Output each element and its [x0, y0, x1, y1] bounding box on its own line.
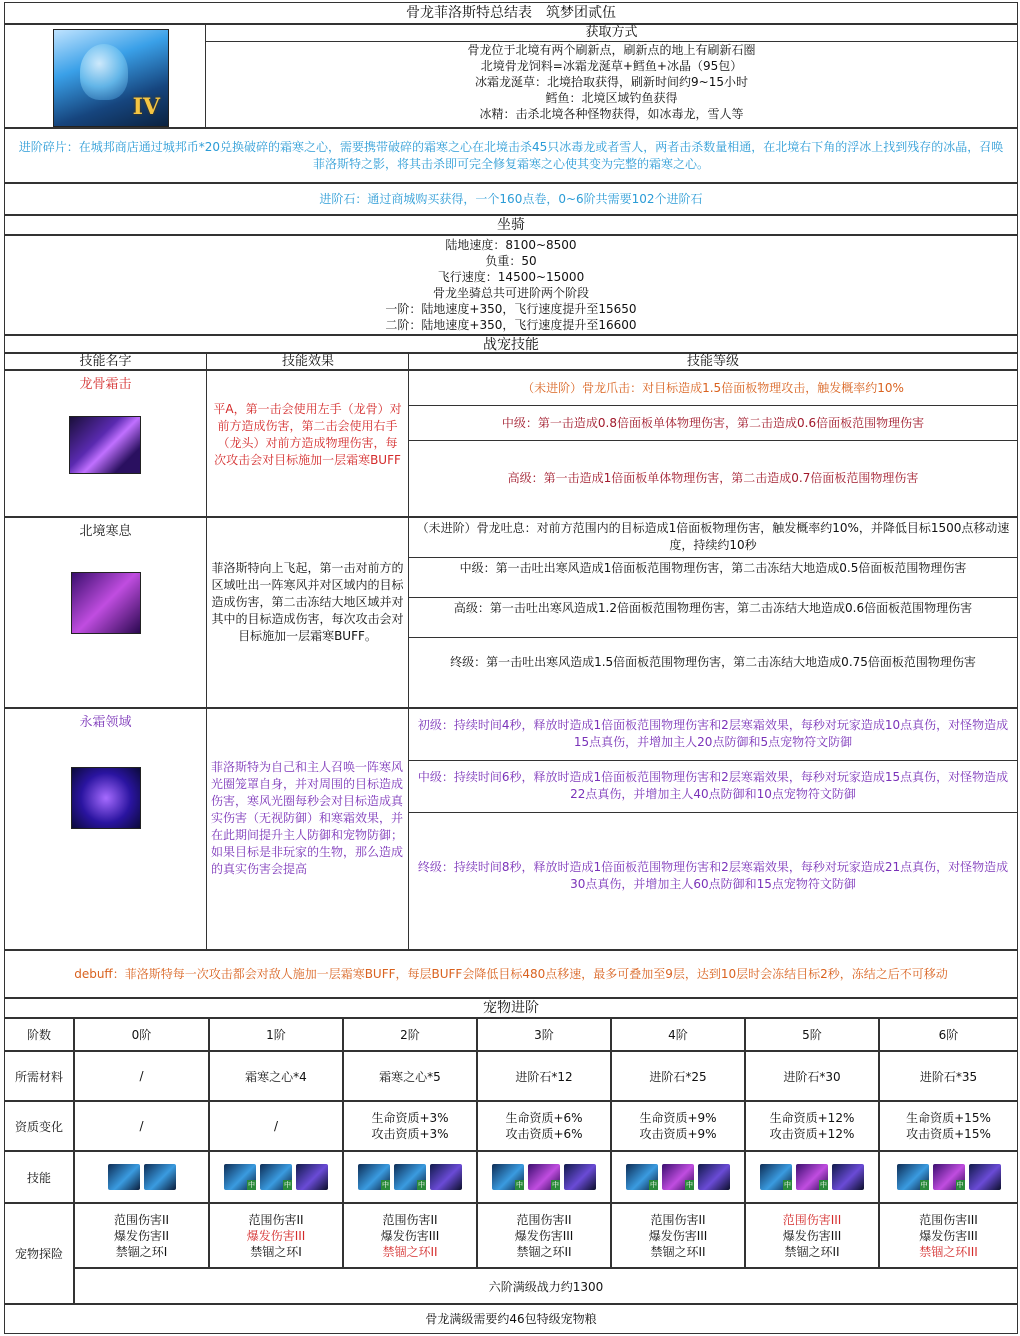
explore-line: 爆发伤害III: [648, 1228, 708, 1243]
material-cell: 进阶石*25: [611, 1051, 745, 1101]
acquire-header: 获取方式: [206, 25, 1017, 42]
skills-header: 战宠技能: [4, 335, 1018, 353]
skill-tag: 中: [956, 1181, 964, 1189]
skill-tag: 中: [418, 1181, 425, 1189]
skill-thumb-icon: [358, 1164, 390, 1190]
acquire-line: 冰精：击杀北境各种怪物获得，如冰毒龙，雪人等: [479, 107, 744, 121]
skill-3-level: 终级：持续时间8秒，释放时造成1倍面板范围物理伤害和2层寒霜效果，每秒对玩家造成21点真伤，对怪物造成30点真伤，并增加主人60点防御和15点宠物符文防御: [417, 860, 1009, 891]
skill-2-levels: [408, 518, 1017, 707]
portrait-cell: [5, 25, 206, 127]
explore-line: 爆发伤害III: [919, 1228, 978, 1243]
mount-line: 陆地速度：8100~8500: [445, 238, 577, 252]
explore-line: 爆发伤害II: [113, 1228, 170, 1243]
mount-line: 二阶：陆地速度+350，飞行速度提升至16600: [385, 318, 637, 332]
skill-tag: 中: [284, 1181, 291, 1189]
fragment-note: 进阶碎片：在城邦商店通过城邦币*20兑换破碎的霜寒之心，需要携带破碎的霜寒之心在北境击杀45只冰毒龙或者雪人，两者击杀数量相通，在北境右下角的浮冰上找到残存的冰晶，召唤菲洛斯特之影，将其击杀即可完全修复霜寒之心使其变为完整的霜寒之心。: [4, 128, 1018, 183]
row-label-stage: 阶数: [4, 1018, 74, 1051]
aptitude-line: 生命资质+12%: [769, 1111, 855, 1125]
skill-thumb-icon: [144, 1164, 176, 1190]
explore-line: 禁锢之环I: [250, 1244, 302, 1259]
stage-header-cell: 2阶: [343, 1018, 477, 1051]
skill-thumb-icon: [933, 1164, 965, 1190]
mount-stats: [4, 235, 1018, 335]
skill-row-3: [4, 708, 1018, 950]
skill-tag: 中: [552, 1181, 559, 1189]
aptitude-line: 攻击资质+3%: [371, 1127, 449, 1141]
stage-header-cell: 3阶: [477, 1018, 611, 1051]
acquire-section: [4, 24, 1018, 128]
skill-thumb-icon: [260, 1164, 292, 1190]
material-cell: 进阶石*12: [477, 1051, 611, 1101]
skills-cell: [343, 1151, 477, 1203]
skill-row-2: [4, 517, 1018, 708]
explore-line: 范围伤害II: [382, 1212, 438, 1227]
skill-tag: 中: [784, 1181, 791, 1189]
acquire-lines: [206, 42, 1017, 122]
aptitude-cell: [209, 1101, 343, 1151]
skill-thumb-icon: [564, 1164, 596, 1190]
stage-header-cell: 5阶: [745, 1018, 879, 1051]
skill-3-levels: [408, 709, 1017, 949]
skill-thumb-icon: [796, 1164, 828, 1190]
skill-thumb-icon: [832, 1164, 864, 1190]
skill-1-level: 中级：第一击造成0.8倍面板单体物理伤害，第二击造成0.6倍面板范围物理伤害: [409, 406, 1017, 441]
explore-line: 禁锢之环II: [650, 1244, 706, 1259]
skill-thumb-icon: [698, 1164, 730, 1190]
mount-line: 飞行速度：14500~15000: [437, 270, 585, 284]
skill-2-level: 终级：第一击吐出寒风造成1.5倍面板范围物理伤害，第二击冻结大地造成0.75倍面板范围物理伤害: [450, 655, 976, 669]
aptitude-line: 攻击资质+9%: [639, 1127, 717, 1141]
skill-1-level: （未进阶）骨龙爪击：对目标造成1.5倍面板物理攻击，触发概率约10%: [409, 371, 1017, 406]
aptitude-line: 攻击资质+6%: [505, 1127, 583, 1141]
explore-cell: [477, 1203, 611, 1268]
skill-tag: 中: [686, 1181, 693, 1189]
aptitude-cell: [477, 1101, 611, 1151]
explore-line: 范围伤害II: [650, 1212, 706, 1227]
skill-3-name: 永霜领域: [79, 715, 132, 730]
aptitude-line: 生命资质+3%: [371, 1111, 449, 1125]
skill-2-effect: 菲洛斯特向上飞起，第一击对前方的区域吐出一阵寒风并对区域内的目标造成伤害，第二击冻结大地区域并对其中的目标造成伤害，每次攻击会对目标施加一层霜寒BUFF。: [206, 518, 408, 707]
skill-3-level: 中级：持续时间6秒，释放时造成1倍面板范围物理伤害和2层寒霜效果，每秒对玩家造成15点真伤，对怪物造成22点真伤，并增加主人40点防御和10点宠物符文防御: [409, 761, 1017, 813]
skill-thumb-icon: [296, 1164, 328, 1190]
material-cell: 霜寒之心*5: [343, 1051, 477, 1101]
aptitude-line: 攻击资质+12%: [769, 1127, 855, 1141]
skills-cell: [745, 1151, 879, 1203]
explore-line: 范围伤害II: [248, 1212, 304, 1227]
explore-cell: [879, 1203, 1018, 1268]
skills-cell: [879, 1151, 1018, 1203]
skill-thumb-icon: [626, 1164, 658, 1190]
aptitude-cell: [745, 1101, 879, 1151]
skill-3-effect: 菲洛斯特为自己和主人召唤一阵寒风光圈笼罩自身，并对周围的目标造成伤害，寒风光圈每秒会对目标造成真实伤害（无视防御）和寒霜效果，并在此期间提升主人防御和宠物防御；如果目标是非玩家的生物，那么造成的真实伤害会提高: [206, 709, 408, 949]
explore-cell: [209, 1203, 343, 1268]
skill-tag: 中: [248, 1181, 255, 1189]
explore-line: 禁锢之环I: [115, 1244, 168, 1259]
skill-thumb-icon: [528, 1164, 560, 1190]
col-skill-level: 技能等级: [408, 354, 1017, 369]
col-skill-name: 技能名字: [79, 354, 132, 369]
skill-tag: 中: [920, 1181, 928, 1189]
explore-line: 爆发伤害III: [380, 1228, 440, 1243]
skill-thumb-icon: [897, 1164, 929, 1190]
explore-line: 范围伤害II: [516, 1212, 572, 1227]
aptitude-line: 生命资质+15%: [906, 1111, 991, 1125]
explore-cell: [74, 1203, 209, 1268]
advance-table: [4, 1018, 1018, 1304]
aptitude-line: 生命资质+6%: [505, 1111, 583, 1125]
skill-1-level: 高级：第一击造成1倍面板单体物理伤害，第二击造成0.7倍面板范围物理伤害: [507, 471, 919, 485]
debuff-note: debuff：菲洛斯特每一次攻击都会对敌人施加一层霜寒BUFF，每层BUFF会降低目标480点移速，最多可叠加至9层，达到10层时会冻结目标2秒，冻结之后不可移动: [4, 950, 1018, 998]
explore-cell: [611, 1203, 745, 1268]
dragon-silhouette: [80, 44, 128, 100]
explore-cell: [745, 1203, 879, 1268]
aptitude-line: 攻击资质+15%: [906, 1127, 991, 1141]
aptitude-cell: [879, 1101, 1018, 1151]
material-cell: 霜寒之心*4: [209, 1051, 343, 1101]
explore-line: 范围伤害III: [782, 1212, 842, 1227]
skill-2-level: 中级：第一击吐出寒风造成1倍面板范围物理伤害，第二击冻结大地造成0.5倍面板范围物理伤害: [409, 558, 1017, 598]
skill-row-1: [4, 370, 1018, 517]
skill-tag: 中: [650, 1181, 657, 1189]
skill-1-levels: [408, 371, 1017, 516]
material-cell: /: [74, 1051, 209, 1101]
skill-thumb-icon: [108, 1164, 140, 1190]
skill-tag: 中: [516, 1181, 523, 1189]
food-note: 骨龙满级需要约46包特级宠物粮: [4, 1304, 1018, 1334]
skill-thumb-icon: [969, 1164, 1001, 1190]
skill-1-name: 龙骨霜击: [79, 377, 132, 392]
power-note: 六阶满级战力约1300: [74, 1268, 1018, 1304]
skill-thumb-icon: [224, 1164, 256, 1190]
skill-1-effect: 平A，第一击会使用左手（龙骨）对前方造成伤害，第二击会使用右手（龙头）对前方造成物理伤害，每次攻击会对目标施加一层霜寒BUFF: [206, 371, 408, 516]
skills-cell: [209, 1151, 343, 1203]
skill-2-level: 高级：第一击吐出寒风造成1.2倍面板范围物理伤害，第二击冻结大地造成0.6倍面板范围物理伤害: [409, 598, 1017, 638]
explore-line: 爆发伤害III: [246, 1228, 306, 1243]
material-cell: 进阶石*30: [745, 1051, 879, 1101]
explore-line: 范围伤害II: [113, 1212, 170, 1227]
stage-header-cell: 4阶: [611, 1018, 745, 1051]
dragon-portrait-image: [53, 29, 169, 127]
explore-line: 禁锢之环III: [919, 1244, 978, 1259]
skill-3-level: 初级：持续时间4秒，释放时造成1倍面板范围物理伤害和2层寒霜效果，每秒对玩家造成10点真伤，对怪物造成15点真伤，并增加主人20点防御和5点宠物符文防御: [409, 709, 1017, 761]
stone-note: 进阶石：通过商城购买获得，一个160点卷，0~6阶共需要102个进阶石: [4, 183, 1018, 215]
skills-columns: [4, 353, 1018, 370]
acquire-line: 骨龙位于北境有两个刷新点，刷新点的地上有刷新石圈: [467, 43, 756, 57]
rank-badge: IV: [132, 94, 160, 120]
stage-header-cell: 1阶: [209, 1018, 343, 1051]
skills-cell: [477, 1151, 611, 1203]
explore-cell: [343, 1203, 477, 1268]
row-label-materials: 所需材料: [4, 1051, 74, 1101]
aptitude-cell: [343, 1101, 477, 1151]
aptitude-cell: [611, 1101, 745, 1151]
aptitude-line: /: [139, 1119, 144, 1133]
skill-thumb-icon: [492, 1164, 524, 1190]
skill-thumb-icon: [662, 1164, 694, 1190]
page-title: 骨龙菲洛斯特总结表 筑梦团贰伍: [4, 2, 1018, 24]
stage-header-cell: 6阶: [879, 1018, 1018, 1051]
mount-line: 负重：50: [485, 254, 537, 268]
col-skill-effect: 技能效果: [206, 354, 409, 369]
acquire-line: 北境骨龙饲料=冰霜龙涎草+鳕鱼+冰晶（95包）: [480, 59, 743, 73]
skills-cell: [611, 1151, 745, 1203]
skill-1-icon: [69, 416, 141, 474]
skill-tag: 中: [382, 1181, 389, 1189]
aptitude-line: 生命资质+9%: [639, 1111, 717, 1125]
skill-thumb-icon: [430, 1164, 462, 1190]
aptitude-line: /: [273, 1119, 279, 1133]
skills-cell: [74, 1151, 209, 1203]
skill-2-icon: [71, 572, 141, 634]
skill-thumb-icon: [394, 1164, 426, 1190]
explore-line: 爆发伤害III: [782, 1228, 842, 1243]
mount-line: 骨龙坐骑总共可进阶两个阶段: [432, 286, 589, 300]
explore-line: 爆发伤害III: [514, 1228, 574, 1243]
acquire-line: 鳕鱼：北境区域钓鱼获得: [545, 91, 678, 105]
explore-line: 范围伤害III: [919, 1212, 978, 1227]
skill-2-level: （未进阶）骨龙吐息：对前方范围内的目标造成1倍面板物理伤害，触发概率约10%，并降低目标1500点移动速度，持续约10秒: [409, 518, 1017, 558]
explore-line: 禁锢之环II: [516, 1244, 572, 1259]
material-cell: 进阶石*35: [879, 1051, 1018, 1101]
aptitude-cell: [74, 1101, 209, 1151]
skill-2-name: 北境寒息: [79, 524, 132, 539]
skill-3-icon: [71, 767, 141, 829]
explore-line: 禁锢之环II: [382, 1244, 438, 1259]
skill-tag: 中: [820, 1181, 827, 1189]
row-label-aptitude: 资质变化: [4, 1101, 74, 1151]
skill-thumb-icon: [760, 1164, 792, 1190]
advance-header: 宠物进阶: [4, 998, 1018, 1018]
explore-line: 禁锢之环II: [784, 1244, 840, 1259]
row-label-explore: 宠物探险: [4, 1203, 74, 1304]
mount-line: 一阶：陆地速度+350，飞行速度提升至15650: [385, 302, 637, 316]
row-label-skills: 技能: [4, 1151, 74, 1203]
stage-header-cell: 0阶: [74, 1018, 209, 1051]
mount-header: 坐骑: [4, 215, 1018, 235]
acquire-line: 冰霜龙涎草：北境拾取获得，刷新时间约9~15小时: [475, 75, 748, 89]
